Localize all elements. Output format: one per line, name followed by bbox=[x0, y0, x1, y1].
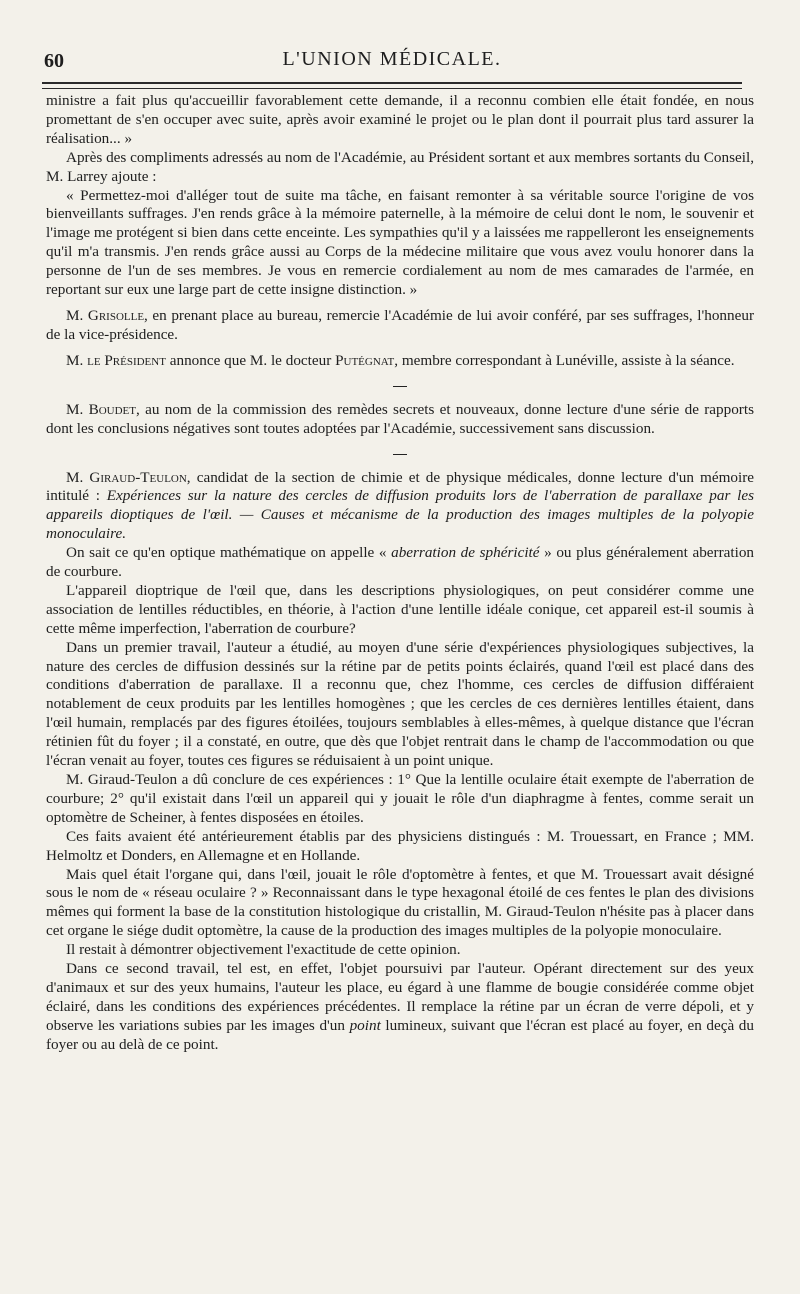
paragraph-text: , au nom de la commission des remèdes secrets et nouveaux, donne lecture d'une série de rapports dont les conclusions négatives sont toutes adoptées par l'Académie, successivement sans discussion. bbox=[46, 400, 754, 437]
header-rule-thick bbox=[42, 82, 742, 84]
term: point bbox=[349, 1016, 381, 1034]
paragraph bbox=[46, 544, 754, 582]
paragraph-text: On sait ce qu'en optique mathématique on appelle « bbox=[66, 544, 392, 562]
running-title: L'UNION MÉDICALE. bbox=[282, 48, 502, 70]
paragraph-text: » ou plus généralement aberration de courbure. bbox=[46, 544, 755, 581]
header-rule-thin bbox=[42, 88, 742, 89]
speaker-name: M. Giraud-Teulon, bbox=[66, 468, 191, 486]
paragraph bbox=[46, 401, 754, 439]
paragraph-text: annonce que M. le docteur bbox=[165, 351, 336, 369]
paragraph-text: Dans ce second travail, tel est, en effet, l'objet poursuivi par l'auteur. Opérant directement sur des yeux d'animaux et sur des yeux humains, l'auteur les place, eu égard à une flamme de bougie considérée comme objet éclairé, dans les conditions des expériences précédentes. Il remplace la rétine par un écran de verre dépoli, et y observe les variations subies par les images d'un bbox=[46, 960, 754, 1034]
page-number: 60 bbox=[44, 50, 64, 72]
paragraph: Mais quel était l'organe qui, dans l'œil, jouait le rôle d'optomètre à fentes, et que M. Trouessart avait désigné sous le nom de « réseau oculaire ? » Reconnaissant dans le type hexagonal étoilé de ces fentes le plan des divisions mêmes qui forment la base de la constitution histologique du cristallin, M. Giraud-Teulon n'hésite pas à placer dans cet organe le siége dudit optomètre, la cause de la production des images multiples de la polyopie monoculaire. bbox=[46, 865, 754, 940]
paragraph bbox=[46, 352, 754, 371]
paragraph: ministre a fait plus qu'accueillir favorablement cette demande, il a reconnu combien elle était fondée, en nous promettant de s'en occuper avec suite, après avoir examiné le projet ou le plan dont il pourrait plus tard assurer la réalisation... » bbox=[46, 92, 754, 147]
section-separator bbox=[46, 377, 754, 395]
paragraph: Dans un premier travail, l'auteur a étudié, au moyen d'une série d'expériences physiologiques subjectives, la nature des cercles de diffusion dessinés sur la rétine par de petits points éclairés, quand l'œil est placé dans des conditions d'aberration de parallaxe. Il a reconnu que, chez l'homme, ces cercles de diffusion différaient notablement de ceux produits par les lentilles homogènes ; que les cercles de ces dernières lentilles étaient, dans l'œil humain, remplacés par des figures étoilées, toujours semblables à elles-mêmes, à quelque distance que l'écran rétinien fût du foyer ; il a constaté, en outre, que dès que l'objet rentrait dans le champ de l'accommodation ou que l'écran venait au foyer, toutes ces figures se réduisaient à un point unique. bbox=[46, 638, 754, 770]
term: aberration de sphéricité bbox=[391, 544, 540, 562]
speaker-name: M. le Président bbox=[66, 351, 166, 369]
article-body bbox=[46, 92, 754, 1055]
paragraph-text: candidat de la section de chimie et de physique médicales, donne lecture d'un mémoire intitulé : bbox=[46, 468, 754, 505]
paragraph: L'appareil dioptrique de l'œil que, dans les descriptions physiologiques, on peut considérer comme une association de lentilles réductibles, en théorie, à l'action d'une lentille idéale conique, cet appareil est-il soumis à cette même imperfection, l'aberration de courbure? bbox=[46, 581, 754, 637]
paragraph: Après des compliments adressés au nom de l'Académie, au Président sortant et aux membres sortants du Conseil, M. Larrey ajoute : bbox=[46, 148, 754, 185]
person-name: Putégnat, bbox=[335, 351, 399, 369]
section-separator bbox=[46, 445, 754, 463]
paragraph-text: lumineux, suivant que l'écran est placé au foyer, en deçà du foyer ou au delà de ce point. bbox=[46, 1016, 754, 1053]
paragraph: M. Giraud-Teulon a dû conclure de ces expériences : 1° Que la lentille oculaire était exempte de l'aberration de courbure; 2° qu'il existait dans l'œil un appareil qui y jouait le rôle d'un diaphragme à fentes, comme serait un optomètre de Scheiner, à fentes disposées en étoiles. bbox=[46, 771, 754, 826]
page-header bbox=[42, 44, 742, 80]
memoir-title: Expériences sur la nature des cercles de diffusion produits lors de l'aberration de parallaxe par les appareils dioptiques de l'œil. — Causes et mécanisme de la production des images multiples de la polyopie monoculaire. bbox=[46, 487, 754, 543]
paragraph: Ces faits avaient été antérieurement établis par des physiciens distingués : M. Trouessart, en France ; MM. Helmoltz et Donders, en Allemagne et en Hollande. bbox=[46, 827, 754, 864]
speaker-name: M. Boudet bbox=[66, 400, 136, 418]
paragraph-text: membre correspondant à Lunéville, assiste à la séance. bbox=[398, 351, 735, 369]
speaker-name: M. Grisolle, bbox=[66, 306, 148, 324]
paragraph-text: en prenant place au bureau, remercie l'Académie de lui avoir conféré, par ses suffrages, l'honneur de la vice-présidence. bbox=[46, 306, 754, 343]
paragraph: « Permettez-moi d'alléger tout de suite ma tâche, en faisant remonter à sa véritable source l'origine de vos bienveillants suffrages. J'en rends grâce à la mémoire paternelle, à la mémoire de celui dont le nom, le souvenir et l'image me protégent si bien dans cette enceinte. Les sympathies qu'il y a laissées me rappelleront les enseignements qu'il m'a transmis. J'en rends grâce aussi au Corps de la médecine militaire que vous avez voulu honorer dans la personne de l'un de ses membres. Je vous en remercie cordialement au nom de mes camarades de l'armée, en reportant sur eux une large part de cette insigne distinction. » bbox=[46, 186, 754, 299]
paragraph bbox=[46, 469, 754, 545]
paragraph: Il restait à démontrer objectivement l'exactitude de cette opinion. bbox=[66, 941, 461, 959]
paragraph bbox=[46, 307, 754, 345]
paragraph bbox=[46, 960, 754, 1055]
